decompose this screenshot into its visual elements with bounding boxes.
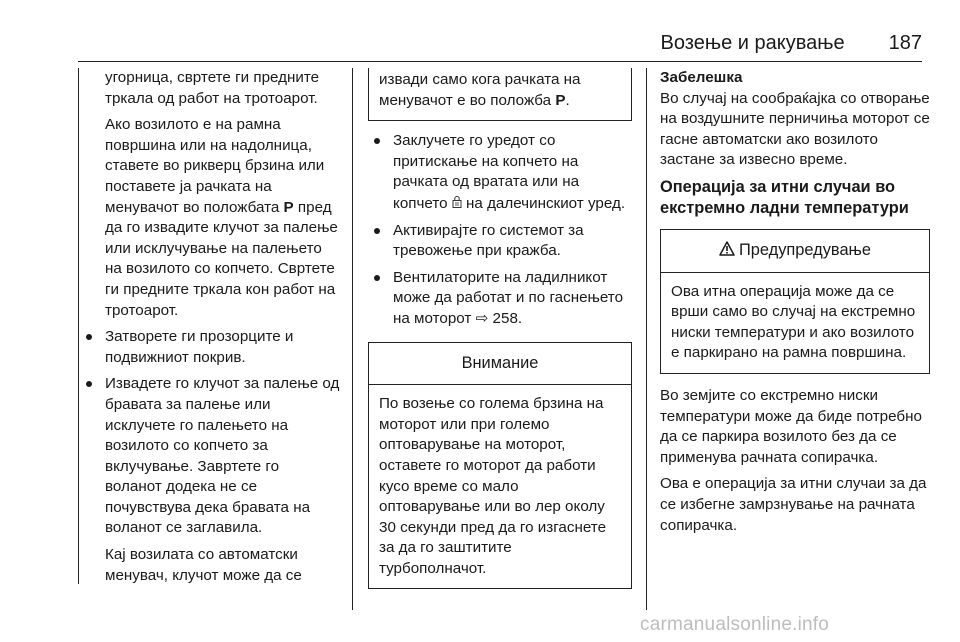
- column-rule-middle: [352, 68, 353, 610]
- page-reference[interactable]: 258: [492, 309, 518, 327]
- watermark: carmanualsonline.info: [640, 614, 830, 635]
- header-rule: [78, 61, 922, 62]
- caution-box: [368, 342, 632, 590]
- paragraph-parking: Ако возилото е на рамна површина или на надолница, ставете во рикверц брзина или поставете ја рачката на менувачот во положбата P пред да го извадите клучот за палење или исклучување на палењето на возилото со копчето. Свртете ги предните тркала кон работ на тротоарот.: [105, 116, 338, 319]
- bullet-close-windows: Затворете ги прозорците и подвижниот покрив.: [80, 327, 340, 368]
- paragraph-emergency: Ова е операција за итни случаи за да се избегне замрзнување на рачната сопирачка.: [660, 475, 927, 534]
- bullet-remove-key: Извадете го клучот за палење од бравата за палење или исклучете го палењето на возилото со копчето за вклучување. Завртете го воланот додека не се почувствува дека бравата на воланот се заглавила.: [80, 374, 340, 539]
- warning-triangle-icon: [719, 241, 735, 259]
- column-1: [80, 68, 340, 592]
- lock-icon: [452, 195, 462, 211]
- warning-body: Ова итна операција може да се врши само во случај на екстремно ниски температури и ако возилото е паркирано на рамна површина.: [671, 282, 916, 362]
- bullet-lock: Заклучете го уредот со притискање на копчето на рачката од вратата или на копчето на далечинскиот уред.: [368, 131, 632, 214]
- box-continued: [368, 68, 632, 121]
- gear-p: P: [283, 198, 294, 216]
- caution-title: Внимание: [369, 343, 631, 386]
- warning-title: Предупредување: [739, 240, 871, 259]
- column-rule-right: [646, 68, 647, 610]
- paragraph-cold-parking: Во земјите со екстремно ниски температури може да биде потребно да се паркира возилото без да се применува рачната сопирачка.: [660, 386, 922, 466]
- page-header: [661, 30, 922, 56]
- warning-title-row: [661, 230, 929, 273]
- section-heading: Операција за итни случаи во екстремно ладни температури: [660, 177, 909, 217]
- column-rule-left: [78, 68, 79, 584]
- bullet-alarm: Активирајте го системот за тревожење при кражба.: [368, 221, 632, 262]
- caution-body: По возење со голема брзина на моторот или при големо оптоварување на моторот, оставете го моторот да работи кусо време со мало оптоварување или во лер околу 30 секунди пред да го изгаснете за да го заштитите турбополначот.: [379, 395, 607, 577]
- column-2: [368, 68, 632, 597]
- box-continued-text: извади само кога рачката на менувачот е во положба P.: [379, 71, 581, 109]
- bullet-fans: Вентилаторите на ладилникот може да работат и по гаснењето на моторот ⇨ 258.: [368, 268, 632, 330]
- paragraph-continued: угорница, свртете ги предните тркала од работ на тротоарот.: [105, 69, 320, 107]
- gear-p: P: [555, 91, 566, 109]
- paragraph-automatic: Кај возилата со автоматски менувач, клучот може да се: [105, 546, 302, 584]
- page-reference-icon: ⇨: [475, 309, 489, 327]
- column-3: [660, 68, 930, 542]
- note-title: Забелешка: [660, 69, 743, 86]
- section-title: Возење и ракување: [660, 32, 845, 54]
- warning-box: [660, 229, 930, 374]
- page-number: 187: [888, 32, 922, 54]
- note-body: Во случај на сообраќајка со отворање на воздушните перничиња моторот се гасне автоматски ако возилото застане за извесно време.: [660, 89, 930, 169]
